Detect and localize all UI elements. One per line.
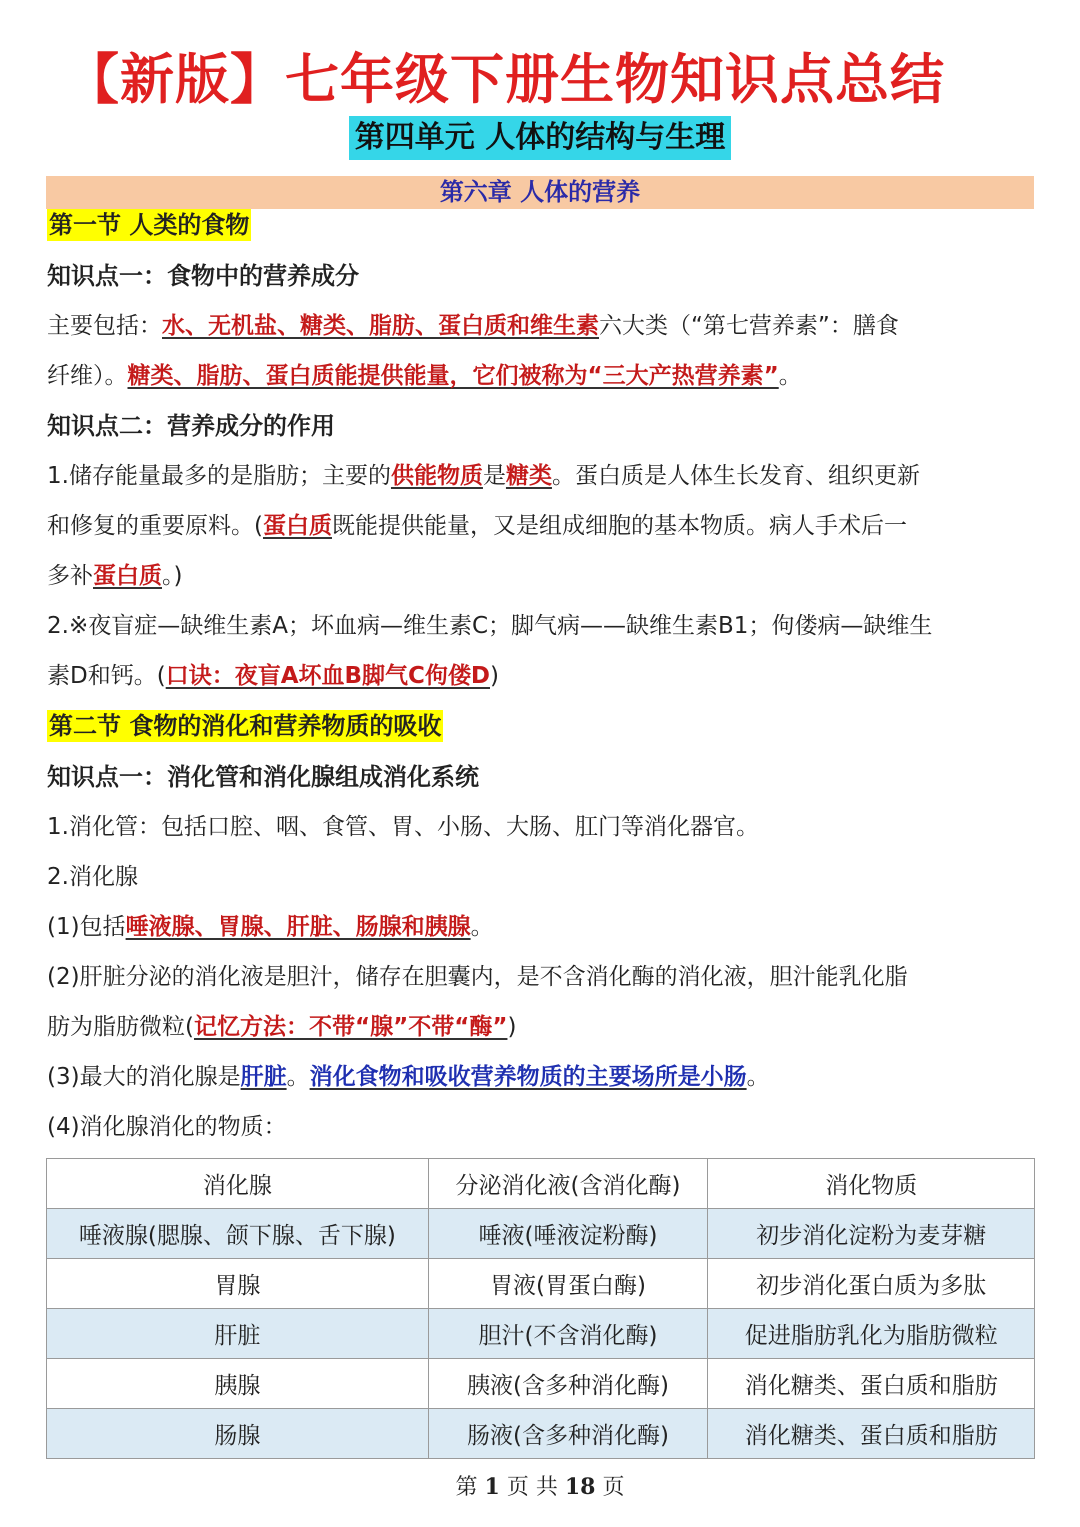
s2-line7: (4)消化腺消化的物质： (47, 1114, 287, 1140)
table-header-row (47, 1159, 1035, 1209)
table-cell: 肠液(含多种消化酶) (428, 1409, 708, 1459)
table-cell: 初步消化淀粉为麦芽糖 (708, 1209, 1035, 1259)
s1-kp2-line5 (47, 651, 1035, 701)
key-term: 蛋白质 (262, 513, 332, 539)
digestive-gland-table (46, 1158, 1035, 1459)
text: 。蛋白质是人体生长发育、组织更新 (551, 463, 920, 489)
table-cell: 胰腺 (47, 1359, 429, 1409)
s2-line2: 2.消化腺 (47, 864, 138, 890)
footer-text: 页 共 (506, 1475, 558, 1500)
text: 既能提供能量，又是组成细胞的基本物质。病人手术后一 (331, 513, 907, 539)
table-header: 消化物质 (708, 1159, 1035, 1209)
text: 纤维）。 (47, 363, 128, 389)
s2-line5 (47, 1002, 1035, 1052)
page-footer (0, 1470, 1080, 1501)
key-term: 消化食物和吸收营养物质的主要场所是小肠 (309, 1064, 747, 1090)
s1-kp1-title: 知识点一：食物中的营养成分 (47, 262, 359, 290)
text: 主要包括： (47, 313, 162, 339)
table-row (47, 1209, 1035, 1259)
section1-heading-line (47, 200, 1035, 251)
text: 。 (746, 1064, 770, 1090)
table-cell: 消化糖类、蛋白质和脂肪 (708, 1409, 1035, 1459)
text: 是 (482, 463, 506, 489)
key-term: 蛋白质 (93, 563, 162, 589)
text: 。 (470, 914, 494, 940)
key-term: 肝脏 (240, 1064, 287, 1090)
s1-kp2-line3 (47, 551, 1035, 601)
s1-kp2-line4: 2.※夜盲症—缺维生素A；坏血病—维生素C；脚气病——缺维生素B1；佝偻病—缺维生 (47, 613, 933, 639)
table-row (47, 1309, 1035, 1359)
s1-kp1-line2 (47, 351, 1035, 401)
text: 素D和钙。( (47, 663, 166, 689)
content (47, 200, 1035, 1152)
table-cell: 胃液(胃蛋白酶) (428, 1259, 708, 1309)
text: 。 (286, 1064, 310, 1090)
s2-line4: (2)肝脏分泌的消化液是胆汁，储存在胆囊内，是不含消化酶的消化液，胆汁能乳化脂 (47, 964, 908, 990)
mnemonic: 记忆方法：不带“腺”不带“酶” (193, 1014, 508, 1040)
table-row (47, 1359, 1035, 1409)
text: ) (507, 1014, 517, 1040)
table-row (47, 1409, 1035, 1459)
s1-kp1-line1 (47, 301, 1035, 351)
key-term: 水、无机盐、糖类、脂肪、蛋白质和维生素 (162, 313, 599, 339)
total-pages: 18 (564, 1474, 596, 1500)
key-term: 糖类 (505, 463, 552, 489)
s2-line3 (47, 902, 1035, 952)
key-term: 糖类、脂肪、蛋白质能提供能量，它们被称为“三大产热营养素” (127, 363, 779, 389)
s1-kp2-title: 知识点二：营养成分的作用 (47, 412, 335, 440)
s2-kp1-title: 知识点一：消化管和消化腺组成消化系统 (47, 763, 479, 791)
table-cell: 胆汁(不含消化酶) (428, 1309, 708, 1359)
table-cell: 肝脏 (47, 1309, 429, 1359)
section1-heading: 第一节 人类的食物 (49, 211, 250, 239)
text: 。 (778, 363, 802, 389)
text: 1.储存能量最多的是脂肪；主要的 (47, 463, 391, 489)
text: (3)最大的消化腺是 (47, 1064, 241, 1090)
table-cell: 初步消化蛋白质为多肽 (708, 1259, 1035, 1309)
table-row (47, 1259, 1035, 1309)
table-cell: 消化糖类、蛋白质和脂肪 (708, 1359, 1035, 1409)
text: 和修复的重要原料。( (47, 513, 263, 539)
footer-text: 页 (602, 1475, 625, 1500)
mnemonic: 口诀：夜盲A坏血B脚气C佝偻D (165, 663, 490, 689)
text: 。) (162, 563, 183, 589)
text: 肪为脂肪微粒( (47, 1014, 194, 1040)
s1-kp2-line1 (47, 451, 1035, 501)
text: (1)包括 (47, 914, 126, 940)
key-term: 唾液腺、胃腺、肝脏、肠腺和胰腺 (125, 914, 471, 940)
unit-heading-wrap (0, 116, 1080, 160)
table-header: 消化腺 (47, 1159, 429, 1209)
page-number: 1 (484, 1474, 500, 1500)
text: ) (490, 663, 499, 689)
table-cell: 促进脂肪乳化为脂肪微粒 (708, 1309, 1035, 1359)
text: 六大类（“第七营养素”：膳食 (599, 313, 899, 339)
s1-kp2-line2 (47, 501, 1035, 551)
footer-text: 第 (455, 1475, 478, 1500)
key-term: 供能物质 (390, 463, 483, 489)
s2-line1: 1.消化管：包括口腔、咽、食管、胃、小肠、大肠、肛门等消化器官。 (47, 814, 759, 840)
chapter-heading: 第六章 人体的营养 (46, 176, 1034, 209)
table-cell: 胃腺 (47, 1259, 429, 1309)
section2-heading: 第二节 食物的消化和营养物质的吸收 (49, 712, 442, 740)
unit-heading: 第四单元 人体的结构与生理 (349, 116, 731, 160)
table-header: 分泌消化液(含消化酶) (428, 1159, 708, 1209)
page-title: 【新版】七年级下册生物知识点总结 (65, 48, 945, 111)
text: 多补 (47, 563, 93, 589)
s2-line6 (47, 1052, 1035, 1102)
table-cell: 唾液(唾液淀粉酶) (428, 1209, 708, 1259)
table-cell: 唾液腺(腮腺、颌下腺、舌下腺) (47, 1209, 429, 1259)
table-cell: 胰液(含多种消化酶) (428, 1359, 708, 1409)
table-cell: 肠腺 (47, 1409, 429, 1459)
section2-heading-line (47, 701, 1035, 752)
